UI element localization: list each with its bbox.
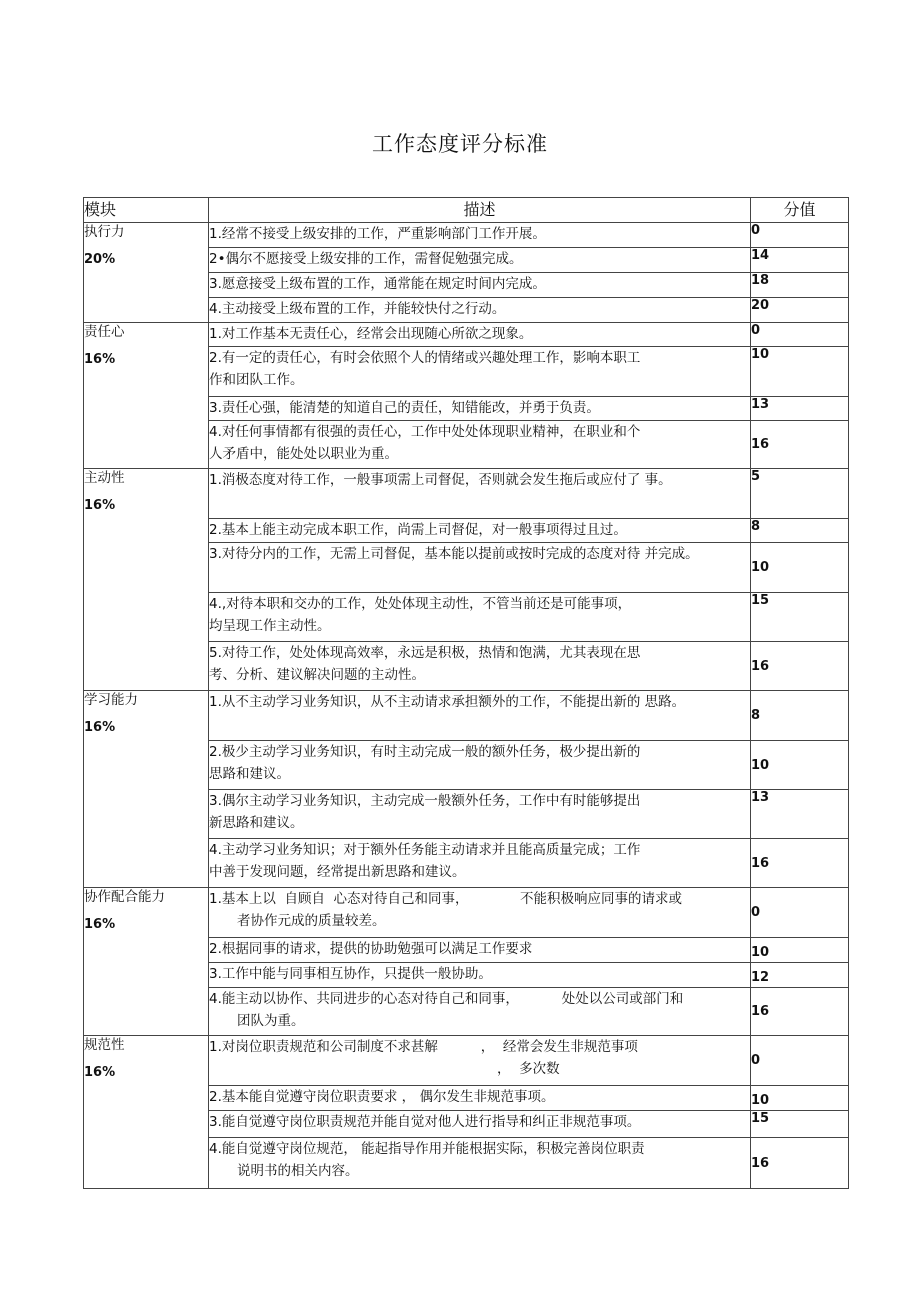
description-line: 4.主动接受上级布置的工作，并能较快付之行动。 — [209, 301, 506, 317]
score-cell: 10 — [751, 741, 849, 790]
module-name: 规范性 — [84, 1037, 125, 1053]
description-line: 人矛盾中，能处处以职业为重。 — [209, 446, 398, 462]
description-line: 3.偶尔主动学习业务知识，主动完成一般额外任务，工作中有时能够提出 — [209, 793, 641, 809]
module-name: 责任心 — [84, 324, 125, 340]
description-cell — [209, 298, 751, 323]
score-cell: 16 — [751, 421, 849, 469]
table-row — [84, 223, 849, 248]
description-line: 均呈现工作主动性。 — [209, 618, 331, 634]
module-weight: 16% — [84, 1065, 116, 1080]
table-row — [84, 691, 849, 741]
score-cell: 0 — [751, 223, 849, 248]
score-cell: 10 — [751, 1086, 849, 1111]
description-line: 1.经常不接受上级安排的工作，严重影响部门工作开展。 — [209, 226, 546, 242]
page-title: 工作态度评分标准 — [372, 132, 548, 156]
table-row — [84, 323, 849, 347]
score-cell: 15 — [751, 593, 849, 642]
description-cell — [209, 543, 751, 593]
description-cell — [209, 938, 751, 963]
score-cell: 0 — [751, 1036, 849, 1086]
score-cell: 8 — [751, 519, 849, 543]
score-cell: 16 — [751, 1138, 849, 1189]
module-cell — [84, 888, 209, 1036]
description-line: 4.对任何事情都有很强的责任心，工作中处处体现职业精神，在职业和个 — [209, 424, 641, 440]
description-cell — [209, 790, 751, 839]
description-cell — [209, 1111, 751, 1138]
description-line: 者协作元成的质量较差。 — [237, 913, 386, 929]
module-name: 学习能力 — [84, 692, 138, 708]
module-name: 主动性 — [84, 470, 125, 486]
header-description: 描述 — [209, 198, 751, 223]
score-cell: 14 — [751, 248, 849, 273]
description-cell — [209, 347, 751, 397]
score-cell: 12 — [751, 963, 849, 988]
description-line: 1.基本上以 自顾自 心态对待自己和同事， 不能积极响应同事的请求或 — [209, 891, 683, 907]
description-cell — [209, 988, 751, 1036]
score-cell: 16 — [751, 988, 849, 1036]
description-cell — [209, 323, 751, 347]
score-cell: 0 — [751, 323, 849, 347]
description-line: 考、分析、建议解决问题的主动性。 — [209, 667, 425, 683]
module-name: 协作配合能力 — [84, 889, 165, 905]
description-line: 作和团队工作。 — [209, 372, 304, 388]
table-header-row — [84, 198, 849, 223]
description-line: 2.根据同事的请求，提供的协助勉强可以满足工作要求 — [209, 941, 533, 957]
table-row — [84, 1036, 849, 1086]
score-cell: 16 — [751, 839, 849, 888]
description-line: 2.基本能自觉遵守岗位职责要求 ， 偶尔发生非规范事项。 — [209, 1089, 555, 1105]
description-line: 2.极少主动学习业务知识，有时主动完成一般的额外任务，极少提出新的 — [209, 744, 641, 760]
description-line: 3.工作中能与同事相互协作，只提供一般协助。 — [209, 966, 492, 982]
description-line: 4.能自觉遵守岗位规范， 能起指导作用并能根据实际，积极完善岗位职责 — [209, 1141, 645, 1157]
description-line: 5.对待工作，处处体现高效率，永远是积极，热情和饱满，尤其表现在思 — [209, 645, 641, 661]
header-score: 分值 — [751, 198, 849, 223]
description-line: 说明书的相关内容。 — [237, 1163, 359, 1179]
score-cell: 10 — [751, 938, 849, 963]
description-line: 2.基本上能主动完成本职工作，尚需上司督促，对一般事项得过且过。 — [209, 522, 627, 538]
module-weight: 16% — [84, 352, 116, 367]
description-line: 1.对工作基本无责任心，经常会出现随心所欲之现象。 — [209, 326, 533, 342]
description-line: 3.责任心强，能清楚的知道自己的责任，知错能改，并勇于负责。 — [209, 400, 600, 416]
table-row — [84, 469, 849, 519]
description-cell — [209, 273, 751, 298]
description-cell — [209, 593, 751, 642]
description-cell — [209, 248, 751, 273]
description-cell — [209, 839, 751, 888]
description-line: 1.消极态度对待工作，一般事项需上司督促，否则就会发生拖后或应付了 事。 — [209, 472, 672, 488]
description-line: 4.能主动以协作、共同进步的心态对待自己和同事， 处处以公司或部门和 — [209, 991, 684, 1007]
description-cell — [209, 519, 751, 543]
description-line: 新思路和建议。 — [209, 815, 304, 831]
module-cell — [84, 469, 209, 691]
description-cell — [209, 691, 751, 741]
description-line: 团队为重。 — [237, 1013, 305, 1029]
description-cell — [209, 1036, 751, 1086]
score-cell: 15 — [751, 1111, 849, 1138]
description-cell — [209, 223, 751, 248]
description-cell — [209, 888, 751, 938]
description-line: 4.主动学习业务知识；对于额外任务能主动请求并且能高质量完成；工作 — [209, 842, 641, 858]
description-line: 4.,对待本职和交办的工作，处处体现主动性，不管当前还是可能事项， — [209, 596, 632, 612]
description-line: 1.对岗位职责规范和公司制度不求甚解 ， 经常会发生非规范事项 — [209, 1039, 638, 1055]
description-cell — [209, 469, 751, 519]
description-line: 3.对待分内的工作，无需上司督促，基本能以提前或按时完成的态度对待 并完成。 — [209, 546, 699, 562]
description-line: 中善于发现问题，经常提出新思路和建议。 — [209, 864, 466, 880]
table-row — [84, 888, 849, 938]
score-cell: 13 — [751, 397, 849, 421]
score-cell: 20 — [751, 298, 849, 323]
description-cell — [209, 1086, 751, 1111]
module-name: 执行力 — [84, 224, 125, 240]
description-cell — [209, 421, 751, 469]
module-weight: 16% — [84, 498, 116, 513]
score-cell: 13 — [751, 790, 849, 839]
module-cell — [84, 323, 209, 469]
module-weight: 16% — [84, 917, 116, 932]
module-weight: 16% — [84, 720, 116, 735]
header-module: 模块 — [84, 198, 209, 223]
description-cell — [209, 397, 751, 421]
score-cell: 18 — [751, 273, 849, 298]
score-cell: 10 — [751, 543, 849, 593]
score-cell: 8 — [751, 691, 849, 741]
description-line: 2•偶尔不愿接受上级安排的工作，需督促勉强完成。 — [209, 251, 523, 267]
score-cell: 0 — [751, 888, 849, 938]
score-cell: 10 — [751, 347, 849, 397]
description-line: 1.从不主动学习业务知识，从不主动请求承担额外的工作，不能提出新的 思路。 — [209, 694, 686, 710]
module-cell — [84, 1036, 209, 1189]
description-line: 思路和建议。 — [209, 766, 290, 782]
score-cell: 16 — [751, 642, 849, 691]
description-line: ， 多次数 — [497, 1061, 560, 1077]
description-line: 2.有一定的责任心，有时会依照个人的情绪或兴趣处理工作，影响本职工 — [209, 350, 641, 366]
score-table — [83, 197, 849, 1189]
description-line: 3.愿意接受上级布置的工作，通常能在规定时间内完成。 — [209, 276, 546, 292]
module-weight: 20% — [84, 252, 116, 267]
module-cell — [84, 223, 209, 323]
description-cell — [209, 963, 751, 988]
description-cell — [209, 1138, 751, 1189]
module-cell — [84, 691, 209, 888]
description-cell — [209, 642, 751, 691]
description-line: 3.能自觉遵守岗位职责规范并能自觉对他人进行指导和纠正非规范事项。 — [209, 1114, 641, 1130]
score-cell: 5 — [751, 469, 849, 519]
description-cell — [209, 741, 751, 790]
